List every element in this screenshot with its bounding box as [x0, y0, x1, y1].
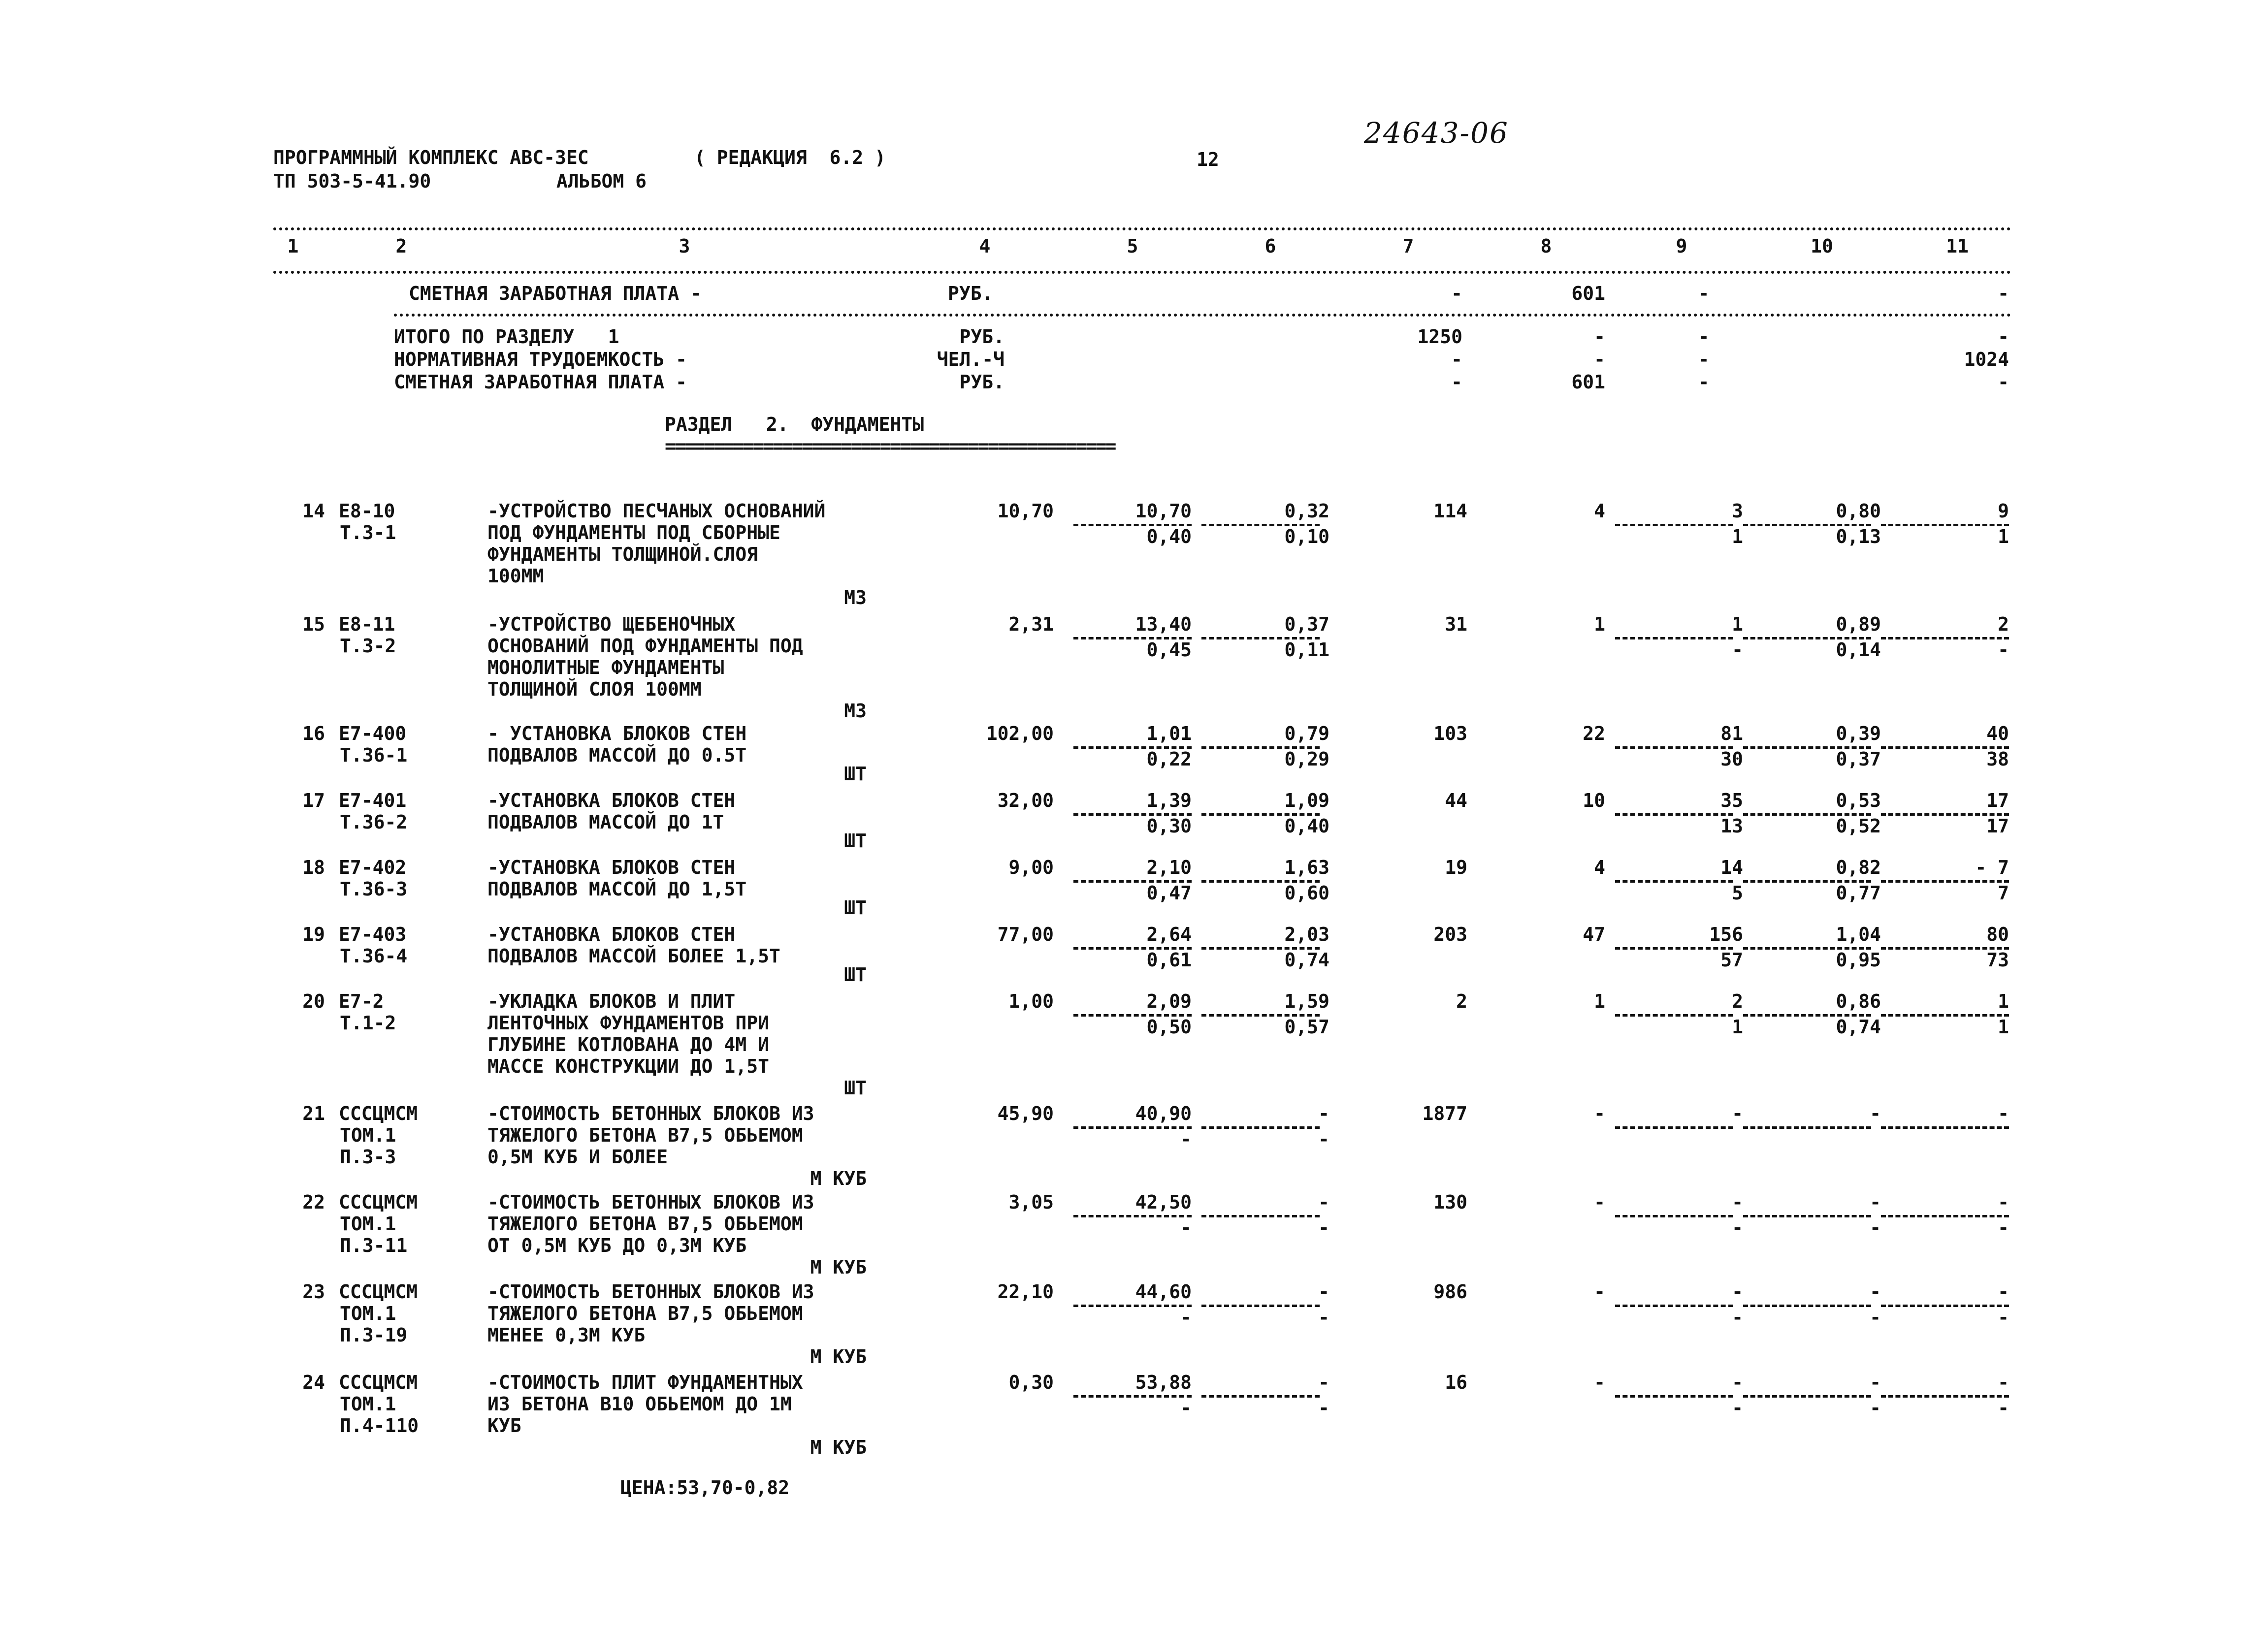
row-description-line: -УСТАНОВКА БЛОКОВ СТЕН — [487, 857, 736, 878]
row-unit: ШТ — [844, 1077, 867, 1099]
row-c9: 81 — [1720, 723, 1743, 744]
row-description-line: ПОДВАЛОВ МАССОЙ БОЛЕЕ 1,5Т — [487, 945, 780, 967]
row-c5-labor: 0,47 — [1146, 882, 1192, 904]
row-c4: 2,31 — [1008, 613, 1054, 635]
row-c11-wage: - — [1998, 1397, 2009, 1419]
row-description-line: ПОД ФУНДАМЕНТЫ ПОД СБОРНЫЕ — [487, 522, 780, 543]
row-c5: 2,64 — [1146, 924, 1192, 945]
row-c8: 1 — [1594, 613, 1605, 635]
row-c7: 130 — [1433, 1191, 1467, 1213]
row-description-line: ПОДВАЛОВ МАССОЙ ДО 1,5Т — [487, 878, 747, 900]
row-c6-labor: 0,57 — [1284, 1016, 1329, 1038]
row-c10-wage: 0,77 — [1836, 882, 1881, 904]
row-c7: 986 — [1433, 1281, 1467, 1303]
row-c6-labor: 0,40 — [1284, 815, 1329, 837]
row-c11: 2 — [1998, 613, 2009, 635]
row-code-line: Т.1-2 — [340, 1012, 396, 1034]
row-c10-wage: 0,95 — [1836, 949, 1881, 971]
row-c8: 4 — [1594, 500, 1605, 522]
summary-rule — [394, 314, 2011, 317]
row-c6-labor: - — [1318, 1128, 1329, 1150]
row-c11: - — [1998, 1191, 2009, 1213]
row-description-line: ПОДВАЛОВ МАССОЙ ДО 1Т — [487, 811, 724, 833]
row-c11-wage: 1 — [1998, 1016, 2009, 1038]
totals-c9: - — [1698, 326, 1710, 348]
row-c9-wage: - — [1732, 1307, 1743, 1328]
totals-c11: 1024 — [1964, 349, 2009, 370]
row-c9-wage: 30 — [1720, 748, 1743, 770]
row-description-line: ТОЛЩИНОЙ СЛОЯ 100ММ — [487, 678, 702, 700]
totals-c7: 1250 — [1417, 326, 1462, 348]
row-c10-wage: 0,37 — [1836, 748, 1881, 770]
row-description-line: 0,5М КУБ И БОЛЕЕ — [487, 1146, 668, 1168]
row-c4: 77,00 — [997, 924, 1054, 945]
row-c10: 0,53 — [1836, 790, 1881, 811]
row-c6-labor: 0,29 — [1284, 748, 1329, 770]
row-c8: - — [1594, 1103, 1605, 1124]
row-c5-labor: - — [1180, 1217, 1192, 1239]
row-c7: 114 — [1433, 500, 1467, 522]
row-c10: 0,80 — [1836, 500, 1881, 522]
row-c5: 13,40 — [1135, 613, 1192, 635]
program-title: ПРОГРАММНЫЙ КОМПЛЕКС АВС-3ЕС — [273, 147, 589, 168]
row-unit: ШТ — [844, 763, 867, 785]
column-header-3: 3 — [679, 235, 690, 257]
column-header-1: 1 — [287, 235, 299, 257]
row-c6: - — [1318, 1372, 1329, 1393]
row-c11: 40 — [1986, 723, 2009, 744]
row-code-line: Е7-2 — [339, 990, 384, 1012]
row-description-line: ФУНДАМЕНТЫ ТОЛЩИНОЙ.СЛОЯ — [487, 543, 758, 565]
row-c9: 2 — [1732, 990, 1743, 1012]
album-label: АЛЬБОМ 6 — [556, 170, 647, 192]
row-description-line: ТЯЖЕЛОГО БЕТОНА В7,5 ОБЬЕМОМ — [487, 1124, 803, 1146]
totals-c9: - — [1698, 371, 1710, 393]
row-c5-labor: - — [1180, 1307, 1192, 1328]
row-unit: М3 — [844, 700, 867, 722]
row-c8: 4 — [1594, 857, 1605, 878]
row-code-line: П.4-110 — [340, 1415, 419, 1436]
row-c9: 156 — [1709, 924, 1743, 945]
row-number: 15 — [302, 613, 325, 635]
summary-top-unit: РУБ. — [948, 283, 993, 304]
row-number: 24 — [302, 1372, 325, 1393]
column-header-rule — [273, 271, 2011, 274]
row-unit: ШТ — [844, 830, 867, 852]
row-code-line: Т.36-3 — [340, 878, 408, 900]
row-code-line: ТОМ.1 — [340, 1124, 396, 1146]
row-c8: - — [1594, 1191, 1605, 1213]
row-c6: 1,63 — [1284, 857, 1329, 878]
row-c5: 1,39 — [1146, 790, 1192, 811]
row-c9-wage: 13 — [1720, 815, 1743, 837]
totals-label: ИТОГО ПО РАЗДЕЛУ 1 — [394, 326, 619, 348]
row-c9: 35 — [1720, 790, 1743, 811]
row-c10: 0,39 — [1836, 723, 1881, 744]
column-header-11: 11 — [1946, 235, 1969, 257]
edition-label: ( РЕДАКЦИЯ 6.2 ) — [694, 147, 886, 168]
row-c5-labor: 0,40 — [1146, 526, 1192, 547]
row-c9-wage: 57 — [1720, 949, 1743, 971]
column-header-4: 4 — [979, 235, 991, 257]
row-unit: М КУБ — [810, 1436, 867, 1458]
summary-top-c11: - — [1998, 283, 2009, 304]
row-unit: М КУБ — [810, 1168, 867, 1189]
row-c5: 40,90 — [1135, 1103, 1192, 1124]
summary-top-c8: 601 — [1571, 283, 1605, 304]
row-c6-labor: 0,74 — [1284, 949, 1329, 971]
column-header-10: 10 — [1811, 235, 1833, 257]
row-description-line: ПОДВАЛОВ МАССОЙ ДО 0.5Т — [487, 744, 747, 766]
row-number: 17 — [302, 790, 325, 811]
row-description-line: 100ММ — [487, 565, 544, 587]
totals-c8: 601 — [1571, 371, 1605, 393]
row-c4: 10,70 — [997, 500, 1054, 522]
row-c10: - — [1870, 1103, 1881, 1124]
row-c10: - — [1870, 1372, 1881, 1393]
row-c10-wage: 0,52 — [1836, 815, 1881, 837]
row-c5-labor: - — [1180, 1128, 1192, 1150]
row-c10-wage: - — [1870, 1307, 1881, 1328]
row-c10-wage: - — [1870, 1397, 1881, 1419]
row-number: 18 — [302, 857, 325, 878]
row-c4: 32,00 — [997, 790, 1054, 811]
totals-c9: - — [1698, 349, 1710, 370]
row-c11-wage: - — [1998, 639, 2009, 661]
row-c6: 1,59 — [1284, 990, 1329, 1012]
row-c6: 2,03 — [1284, 924, 1329, 945]
row-number: 19 — [302, 924, 325, 945]
totals-unit: РУБ. — [959, 326, 1004, 348]
row-c9: - — [1732, 1281, 1743, 1303]
row-code-line: СССЦМСМ — [339, 1281, 418, 1303]
row-code-line: ТОМ.1 — [340, 1213, 396, 1235]
totals-c8: - — [1594, 326, 1605, 348]
row-description-line: - УСТАНОВКА БЛОКОВ СТЕН — [487, 723, 747, 744]
row-c11-wage: 1 — [1998, 526, 2009, 547]
row-c5: 2,09 — [1146, 990, 1192, 1012]
row-c5: 2,10 — [1146, 857, 1192, 878]
row-c7: 1877 — [1422, 1103, 1467, 1124]
row-c11: 80 — [1986, 924, 2009, 945]
row-code-line: Т.36-2 — [340, 811, 408, 833]
table-top-rule — [273, 227, 2011, 230]
row-code-line: СССЦМСМ — [339, 1103, 418, 1124]
row-c5: 1,01 — [1146, 723, 1192, 744]
row-c9-wage: - — [1732, 1217, 1743, 1239]
column-header-9: 9 — [1676, 235, 1687, 257]
row-description-line: ТЯЖЕЛОГО БЕТОНА В7,5 ОБЬЕМОМ — [487, 1213, 803, 1235]
totals-label: СМЕТНАЯ ЗАРАБОТНАЯ ПЛАТА - — [394, 371, 687, 393]
row-code-line: Т.3-1 — [340, 522, 396, 543]
row-c11: 9 — [1998, 500, 2009, 522]
row-description-line: КУБ — [487, 1415, 521, 1436]
row-unit: М КУБ — [810, 1256, 867, 1278]
row-c6-labor: - — [1318, 1217, 1329, 1239]
row-code-line: СССЦМСМ — [339, 1372, 418, 1393]
row-c6-labor: - — [1318, 1397, 1329, 1419]
row-c8: - — [1594, 1372, 1605, 1393]
row-description-line: ОСНОВАНИЙ ПОД ФУНДАМЕНТЫ ПОД — [487, 635, 803, 657]
row-description-line: -УСТАНОВКА БЛОКОВ СТЕН — [487, 790, 736, 811]
row-c11-wage: 38 — [1986, 748, 2009, 770]
row-c11: - — [1998, 1281, 2009, 1303]
row-c6: 1,09 — [1284, 790, 1329, 811]
row-number: 14 — [302, 500, 325, 522]
row-c5: 44,60 — [1135, 1281, 1192, 1303]
row-c10: - — [1870, 1191, 1881, 1213]
row-c6: 0,37 — [1284, 613, 1329, 635]
row-c5-labor: 0,22 — [1146, 748, 1192, 770]
row-c6-labor: 0,10 — [1284, 526, 1329, 547]
row-c6: - — [1318, 1281, 1329, 1303]
row-c8: 1 — [1594, 990, 1605, 1012]
row-c10-wage: 0,13 — [1836, 526, 1881, 547]
row-c10-wage: - — [1870, 1217, 1881, 1239]
row-code-line: П.3-11 — [340, 1235, 408, 1256]
summary-top-c7: - — [1451, 283, 1462, 304]
column-header-8: 8 — [1540, 235, 1552, 257]
row-c5: 53,88 — [1135, 1372, 1192, 1393]
row-c8: 47 — [1583, 924, 1605, 945]
row-code-line: П.3-19 — [340, 1324, 408, 1346]
totals-label: НОРМАТИВНАЯ ТРУДОЕМКОСТЬ - — [394, 349, 687, 370]
row-description-line: ЛЕНТОЧНЫХ ФУНДАМЕНТОВ ПРИ — [487, 1012, 769, 1034]
totals-c11: - — [1998, 326, 2009, 348]
row-c5-labor: 0,30 — [1146, 815, 1192, 837]
row-description-line: -УКЛАДКА БЛОКОВ И ПЛИТ — [487, 990, 736, 1012]
row-number: 16 — [302, 723, 325, 744]
row-c6: 0,79 — [1284, 723, 1329, 744]
row-c11-wage: - — [1998, 1307, 2009, 1328]
totals-unit: РУБ. — [959, 371, 1004, 393]
row-c4: 3,05 — [1008, 1191, 1054, 1213]
row-description-line: -УСТРОЙСТВО ПЕСЧАНЫХ ОСНОВАНИЙ — [487, 500, 826, 522]
row-description-line: -УСТРОЙСТВО ЩЕБЕНОЧНЫХ — [487, 613, 736, 635]
row-code-line: Е8-11 — [339, 613, 395, 635]
row-code-line: ТОМ.1 — [340, 1303, 396, 1324]
row-c9-wage: 1 — [1732, 526, 1743, 547]
row-description-line: -СТОИМОСТЬ БЕТОННЫХ БЛОКОВ ИЗ — [487, 1103, 814, 1124]
row-c11-wage: 17 — [1986, 815, 2009, 837]
row-c9: - — [1732, 1191, 1743, 1213]
row-c9-wage: 5 — [1732, 882, 1743, 904]
row-c5-labor: 0,50 — [1146, 1016, 1192, 1038]
row-number: 23 — [302, 1281, 325, 1303]
row-rule-c9 — [1615, 1126, 1733, 1129]
handwritten-code: 24643-06 — [1364, 116, 1509, 150]
row-description-line: МОНОЛИТНЫЕ ФУНДАМЕНТЫ — [487, 657, 724, 678]
row-c9: 3 — [1732, 500, 1743, 522]
row-description-line: ОТ 0,5М КУБ ДО 0,3М КУБ — [487, 1235, 747, 1256]
row-description-line: -СТОИМОСТЬ БЕТОННЫХ БЛОКОВ ИЗ — [487, 1281, 814, 1303]
row-c11-wage: 7 — [1998, 882, 2009, 904]
row-c10: 0,89 — [1836, 613, 1881, 635]
column-header-2: 2 — [395, 235, 407, 257]
totals-c7: - — [1451, 349, 1462, 370]
row-description-line: МЕНЕЕ 0,3М КУБ — [487, 1324, 646, 1346]
row-c10-wage: 0,14 — [1836, 639, 1881, 661]
row-description-line: ТЯЖЕЛОГО БЕТОНА В7,5 ОБЬЕМОМ — [487, 1303, 803, 1324]
row-c11: - 7 — [1975, 857, 2009, 878]
totals-unit: ЧЕЛ.-Ч — [937, 349, 1004, 370]
row-c4: 22,10 — [997, 1281, 1054, 1303]
row-unit: ШТ — [844, 897, 867, 919]
row-c4: 45,90 — [997, 1103, 1054, 1124]
row-c4: 1,00 — [1008, 990, 1054, 1012]
row-c5-labor: - — [1180, 1397, 1192, 1419]
row-c9: - — [1732, 1103, 1743, 1124]
row-code-line: Е7-401 — [339, 790, 407, 811]
totals-c11: - — [1998, 371, 2009, 393]
row-code-line: Е8-10 — [339, 500, 395, 522]
row-c4: 9,00 — [1008, 857, 1054, 878]
row-c6-labor: - — [1318, 1307, 1329, 1328]
row-c6-labor: 0,60 — [1284, 882, 1329, 904]
row-c5-labor: 0,45 — [1146, 639, 1192, 661]
footer-price: ЦЕНА:53,70-0,82 — [620, 1477, 790, 1499]
row-c7: 31 — [1445, 613, 1467, 635]
row-c9-wage: - — [1732, 639, 1743, 661]
row-description-line: -УСТАНОВКА БЛОКОВ СТЕН — [487, 924, 736, 945]
row-c10: - — [1870, 1281, 1881, 1303]
row-c9: - — [1732, 1372, 1743, 1393]
section-underline: ============================================== — [665, 435, 1115, 457]
totals-c8: - — [1594, 349, 1605, 370]
row-code-line: Т.3-2 — [340, 635, 396, 657]
row-number: 20 — [302, 990, 325, 1012]
row-c9: 14 — [1720, 857, 1743, 878]
row-description-line: -СТОИМОСТЬ ПЛИТ ФУНДАМЕНТНЫХ — [487, 1372, 803, 1393]
totals-c7: - — [1451, 371, 1462, 393]
row-c8: 22 — [1583, 723, 1605, 744]
page-number: 12 — [1197, 149, 1219, 170]
section-title: РАЗДЕЛ 2. ФУНДАМЕНТЫ — [665, 414, 924, 435]
row-c11: 1 — [1998, 990, 2009, 1012]
row-c5: 10,70 — [1135, 500, 1192, 522]
row-c6: 0,32 — [1284, 500, 1329, 522]
row-c7: 44 — [1445, 790, 1467, 811]
row-c7: 203 — [1433, 924, 1467, 945]
column-header-7: 7 — [1402, 235, 1414, 257]
column-header-5: 5 — [1127, 235, 1138, 257]
row-code-line: СССЦМСМ — [339, 1191, 418, 1213]
row-description-line: МАССЕ КОНСТРУКЦИИ ДО 1,5Т — [487, 1055, 769, 1077]
row-c10: 0,82 — [1836, 857, 1881, 878]
row-unit: ШТ — [844, 964, 867, 986]
row-c11: - — [1998, 1103, 2009, 1124]
column-header-6: 6 — [1264, 235, 1276, 257]
row-number: 22 — [302, 1191, 325, 1213]
row-c6-labor: 0,11 — [1284, 639, 1329, 661]
row-c11: 17 — [1986, 790, 2009, 811]
row-c7: 103 — [1433, 723, 1467, 744]
row-code-line: Е7-403 — [339, 924, 407, 945]
row-description-line: -СТОИМОСТЬ БЕТОННЫХ БЛОКОВ ИЗ — [487, 1191, 814, 1213]
row-c4: 0,30 — [1008, 1372, 1054, 1393]
row-code-line: П.3-3 — [340, 1146, 396, 1168]
row-c5-labor: 0,61 — [1146, 949, 1192, 971]
row-description-line: ГЛУБИНЕ КОТЛОВАНА ДО 4М И — [487, 1034, 769, 1055]
row-c4: 102,00 — [986, 723, 1054, 744]
row-rule-c10 — [1743, 1126, 1871, 1129]
summary-top-c9: - — [1698, 283, 1710, 304]
row-code-line: Т.36-1 — [340, 744, 408, 766]
row-c11-wage: - — [1998, 1217, 2009, 1239]
row-c7: 19 — [1445, 857, 1467, 878]
row-c11: - — [1998, 1372, 2009, 1393]
row-unit: М3 — [844, 587, 867, 608]
row-c10: 0,86 — [1836, 990, 1881, 1012]
summary-top-label: СМЕТНАЯ ЗАРАБОТНАЯ ПЛАТА - — [409, 283, 702, 304]
row-c7: 2 — [1456, 990, 1467, 1012]
row-code-line: Е7-402 — [339, 857, 407, 878]
row-number: 21 — [302, 1103, 325, 1124]
row-unit: М КУБ — [810, 1346, 867, 1368]
row-code-line: ТОМ.1 — [340, 1393, 396, 1415]
row-c9-wage: 1 — [1732, 1016, 1743, 1038]
row-c11-wage: 73 — [1986, 949, 2009, 971]
row-c7: 16 — [1445, 1372, 1467, 1393]
row-c8: - — [1594, 1281, 1605, 1303]
row-c9: 1 — [1732, 613, 1743, 635]
row-code-line: Т.36-4 — [340, 945, 408, 967]
row-code-line: Е7-400 — [339, 723, 407, 744]
row-c8: 10 — [1583, 790, 1605, 811]
row-c10-wage: 0,74 — [1836, 1016, 1881, 1038]
row-c6: - — [1318, 1103, 1329, 1124]
row-description-line: ИЗ БЕТОНА В10 ОБЬЕМОМ ДО 1М — [487, 1393, 792, 1415]
row-c10: 1,04 — [1836, 924, 1881, 945]
tp-label: ТП 503-5-41.90 — [273, 170, 431, 192]
row-c5: 42,50 — [1135, 1191, 1192, 1213]
row-rule-c11 — [1881, 1126, 2009, 1129]
row-c6: - — [1318, 1191, 1329, 1213]
row-c9-wage: - — [1732, 1397, 1743, 1419]
